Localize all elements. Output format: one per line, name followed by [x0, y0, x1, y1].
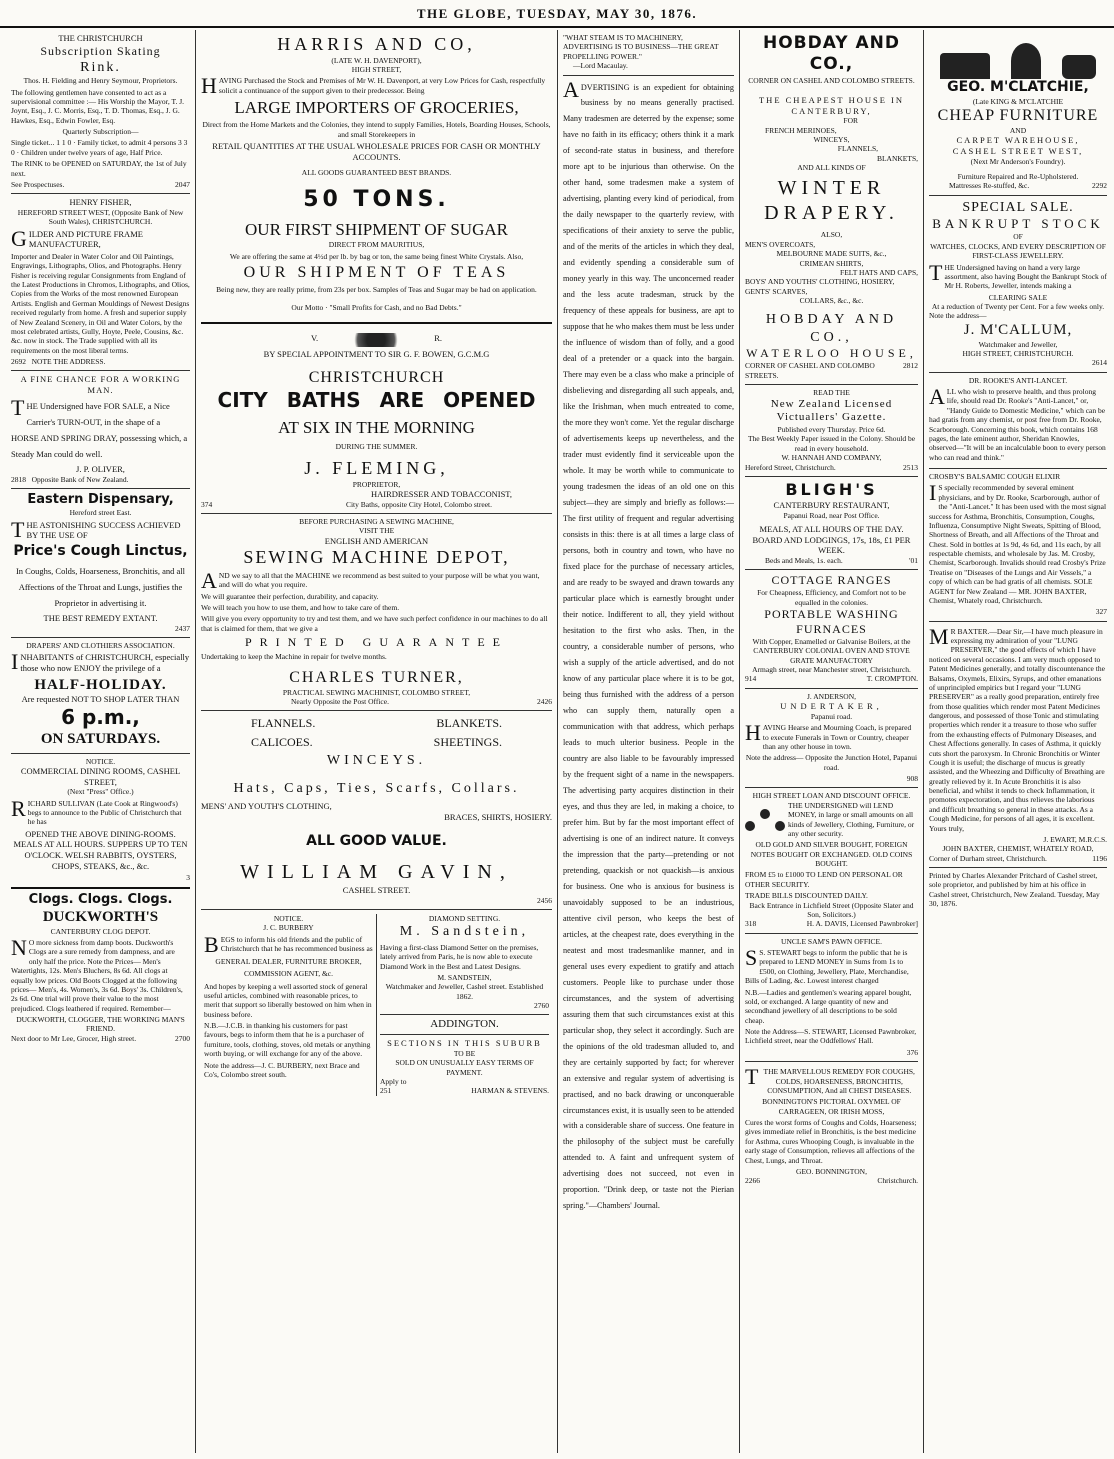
- sewing-addr: Nearly Opposite the Post Office.: [291, 696, 389, 706]
- callum-reduction: At a reduction of Twenty per Cent. For a few weeks only.: [931, 302, 1105, 311]
- rink-committee: The following gentlemen have consented to act as a supervisional committee :— His Worship the Mayor, T. J. Joynt, Esq., J. C. Morris, Esq., T. D. Thomas, Esq., J. G. Hawkes, Esq., Edwin Fowler, Esq.: [11, 87, 185, 125]
- fisher-head: ILDER AND PICTURE FRAME MANUFACTURER,: [28, 228, 143, 250]
- mclatchie-repaired: Furniture Repaired and Re-Upholstered.: [957, 171, 1079, 181]
- burbery-head: NOTICE.: [273, 914, 304, 923]
- loan-name: H. A. DAVIS, Licensed Pawnbroker]: [806, 919, 918, 929]
- crompton-sub: For Cheapness, Efficiency, and Comfort not to be equalled in the colonies.: [757, 588, 906, 607]
- hobday-overcoats: MEN'S OVERCOATS,: [745, 239, 816, 249]
- baths-addr: City Baths, opposite City Hotel, Colombo street.: [345, 499, 492, 509]
- chance-head: A FINE CHANCE FOR A WORKING MAN.: [20, 374, 181, 395]
- dispensary-best: THE BEST REMEDY EXTANT.: [43, 612, 158, 623]
- chance-sign: J. P. OLIVER,: [76, 464, 125, 475]
- harris-late: (LATE W. H. DAVENPORT),: [331, 55, 422, 65]
- callum-watches: WATCHES, CLOCKS, AND EVERY DESCRIPTION OF FIRST-CLASS JEWELLERY.: [930, 241, 1106, 261]
- baths-cc: CHRISTCHURCH: [308, 368, 445, 386]
- gavin-name: WILLIAM GAVIN,: [240, 861, 513, 883]
- blighs-sub: CANTERBURY RESTAURANT,: [773, 499, 890, 510]
- loan-ad: [745, 788, 918, 933]
- rink-title: Subscription Skating: [40, 43, 161, 58]
- hobday-andall: AND ALL KINDS OF: [797, 163, 866, 172]
- quote-text: "WHAT STEAM IS TO MACHINERY, ADVERTISING IS TO BUSINESS—THE GREAT PROPELLING POWER.": [563, 33, 719, 61]
- sewing-ad: BEFORE PURCHASING A SEWING MACHINE, VISIT THE ENGLISH AND AMERICAN SEWING MACHINE DEPOT, AND we say to all that the MACHINE we recommend as best suited to your purpose will be what you want, and will do what you require. We will guarantee their perfection, durability, and capacity. We will teach you how to use them, and how to take care of them. Will give you every opportunity to try and test them, and we have such perfect confidence in our machines to do all that is claimed for them, that we give a PRINTED GUARANTEE Undertaking to keep the Machine in repair for twelve months. CHARLES TURNER, PRACTICAL SEWING MACHINIST, COLOMBO STREET, Nearly Opposite the Post Office. 2426: [201, 514, 552, 711]
- dining-sub: COMMERCIAL DINING ROOMS, CASHEL STREET,: [20, 766, 181, 787]
- baths-v: V.: [311, 332, 319, 343]
- sewing-l2: We will guarantee their perfection, durability, and capacity.: [201, 591, 379, 601]
- mclatchie-street: CASHEL STREET WEST,: [952, 145, 1084, 156]
- gavin-mens: MENS' AND YOUTH'S CLOTHING,: [201, 801, 332, 812]
- hobday-name2: HOBDAY AND CO.,: [765, 312, 898, 345]
- fisher-body: Importer and Dealer in Water Color and Oil Paintings, Engravings, Lithographs, Olios, and Photographs. Henry Fisher is receiving regular Consignments from England of the Latest Productions in Chromos, Lithographs, and Olios, Copies from the Works of the most renowned European Artists. English and German Mouldings of Newest Designs received regularly from home. A fresh and superior supply of New Zealand Scenery, in Oil and Water Colors, by the most celebrated artists, Gully, Hoyte, Peele, Cousins, &c. &c. now in stock. The Trade supplied with all its requirements on the most liberal terms.: [11, 251, 190, 355]
- bonnington-body: Cures the worst forms of Coughs and Colds, Hoarseness; gives immediate relief in Bronchitis, is the best medicine for Asthma, cures Whooping Cough, is invaluable in the early stage of Consumption, relieves all affections of the Chest, Lungs, and Throat.: [745, 1118, 917, 1165]
- loan-head: HIGH STREET LOAN AND DISCOUNT OFFICE.: [752, 791, 911, 801]
- mclatchie-cheap: CHEAP FURNITURE: [937, 106, 1099, 124]
- blighs-addr: Papanui Road, near Post Office.: [783, 510, 880, 520]
- harris-teas: OUR SHIPMENT OF TEAS: [243, 264, 510, 282]
- addington-head: ADDINGTON.: [430, 1017, 499, 1030]
- harris-direct: Direct from the Home Markets and the Colonies, they intend to supply Families, Hotels, Boarding Houses, Schools, and small Storekeepers in: [202, 120, 551, 139]
- fisher-note: NOTE THE ADDRESS.: [31, 357, 106, 366]
- burbery-sandstein-row: [201, 910, 552, 1096]
- burbery-ad: NOTICE. J. C. BURBERY BEGS to inform his old friends and the public of Christchurch that he has recommenced business as GENERAL DEALER, FURNITURE BROKER, COMMISSION AGENT, &c. And hopes by keeping a well assorted stock of general useful articles, combined with reasonable prices, to merit that support so liberally bestowed on him when in business before. N.B.—J.C.B. in thanking his customers for past favours, begs to inform them that he is a purchaser of furniture, tools, clothing, stoves, old metals or anything worth buying, or will exchange for any of the above. Note the address—J. C. BURBERY, next Brace and Co's, Colombo street south.: [201, 914, 377, 1096]
- column-4: [740, 30, 924, 1453]
- rooke-head: DR. ROOKE'S ANTI-LANCET.: [968, 375, 1068, 385]
- callum-num: 2614: [1092, 358, 1107, 368]
- crompton-head: COTTAGE RANGES: [771, 573, 892, 588]
- dispensary-addr: Hereford street East.: [69, 508, 132, 518]
- gavin-flannels: FLANNELS.: [251, 716, 316, 731]
- hobday-winceys: WINCEYS,: [813, 134, 850, 144]
- anderson-name: J. ANDERSON,: [807, 691, 856, 701]
- hobday-blankets: BLANKETS,: [876, 153, 918, 163]
- loan-num: 318: [745, 919, 757, 929]
- dispensary-ad: Eastern Dispensary, Hereford street East. THE ASTONISHING SUCCESS ACHIEVED BY THE USE OF Price's Cough Linctus, In Coughs, Colds, Hoarseness, Bronchitis, and all Affections of the Throat and Lungs, justifies the Proprietor in advertising it. THE BEST REMEDY EXTANT. 2437: [11, 489, 190, 638]
- gazette-by: W. HANNAH AND COMPANY,: [781, 453, 882, 463]
- imprint: Printed by Charles Alexander Pritchard of Cashel street, sole proprietor, and published by him at his office in Cashel street, Christchurch, New Zealand. Tuesday, May 30, 1876.: [929, 871, 1100, 909]
- baths-prop: PROPRIETOR,: [352, 479, 401, 489]
- loan-back: Back Entrance in Lichfield Street (Opposite Slater and Son, Solicitors.): [749, 900, 914, 919]
- crompton-num: 914: [745, 674, 757, 684]
- sandstein-trade: Watchmaker and Jeweller, Cashel street. Established 1862.: [385, 982, 544, 1001]
- hobday-suits: MELBOURNE MADE SUITS, &c.,: [776, 249, 887, 259]
- bonnington-title: BONNINGTON'S PICTORAL OXYMEL OF CARRAGEEN, OR IRISH MOSS,: [762, 1097, 901, 1116]
- mclatchie-num: 2292: [1092, 181, 1107, 191]
- gazette-addr: Hereford Street, Christchurch.: [745, 462, 836, 472]
- gavin-braces: BRACES, SHIRTS, HOSIERY.: [444, 811, 552, 822]
- burbery-body: EGS to inform his old friends and the public of Christchurch that he has recommenced business as: [220, 934, 373, 954]
- anderson-trade: UNDERTAKER,: [780, 701, 883, 712]
- harris-street: HIGH STREET,: [351, 64, 402, 74]
- dispensary-head: Eastern Dispensary,: [27, 492, 174, 508]
- hobday-flannels: FLANNELS,: [837, 144, 878, 154]
- gavin-hats: Hats, Caps, Ties, Scarfs, Collars.: [233, 780, 520, 796]
- drapers-ad: DRAPERS' AND CLOTHIERS ASSOCIATION. INHABITANTS of CHRISTCHURCH, especially those who now ENJOY the privilege of a HALF-HOLIDAY. Are requested NOT TO SHOP LATER THAN 6 p.m., ON SATURDAYS.: [11, 638, 190, 754]
- gavin-num: 2456: [537, 895, 552, 905]
- gavin-winceys: WINCEYS.: [326, 753, 427, 769]
- harris-guar: ALL GOODS GUARANTEED BEST BRANDS.: [301, 168, 452, 178]
- pawn-num: 376: [906, 1047, 918, 1057]
- rink-ad: [11, 30, 190, 194]
- baxter-num: 1196: [1092, 853, 1107, 863]
- crompton-addr: Armagh street, near Manchester street, Christchurch.: [752, 665, 911, 674]
- column-2: [196, 30, 558, 1453]
- loan-body: THE UNDERSIGNED will LEND MONEY, in large or small amounts on all kinds of Jewellery, Clothing, Furniture, or any other security.: [788, 800, 915, 838]
- callum-clearing: CLEARING SALE: [988, 292, 1048, 302]
- advertising-essay: ADVERTISING is an expedient for obtaining business by no means generally practised. Many tradesmen are deterred by the expense; some have no faith in its efficacy; others think it a mark of second-rate status in business, and therefore more apt to be injurious than otherwise. On the other hand, some tradesmen make a system of advertising, planting every kind of periodical, from the daily newspaper to the quarterly review, with specifications of their anxiety to serve the public, and of the merits of the articles in which they deal, and evidently spending a considerable sum of money yearly in this way. The unconcerned reader and the less acute tradesman, struck by the frequency of these appeals for business, are apt to suppose that he who makes them must be less under the influence of wisdom than of folly, and a good deal of a pretender or a quack into the bargain. There may even be a class who make a principle of disbelieving and disregarding all such appeals, and, like the Irishman, when much entreated to come, the more they won't come. Yet the regular discharge of advertisements keeps up nevertheless, and the trader must evidently find it serviceable upon the whole. It may be worth while to communicate to young tradesmen the ideas of an old one on this subject—they are simply and briefly as follows:—The first utility of frequent and regular advertising consists in this: there is at all times a large class of persons, both in country and town, who have no fixed place for the purchase of necessary articles, and are ready to be swayed and drawn towards any particular place which is earnestly brought under their notice. Indifferent to all, they yield without hesitation to the first who asks. Then, in the country, a considerable number of persons, who wish a supply of the article advertised, and do not know of any particular place where it is to be got, being thus furnished with the address of a person who can supply them, naturally open a communication with that address, which perhaps leads to much ulterior business. People in the country are also liable to be favourably impressed by the frequent sight of a name in the newspapers. The advertising party acquires distinction in their eyes, and thus they are led, in making a choice, to prefer him. But by far the most important effect of advertising is one of an indirect nature. It conveys the impression that the party—pretending or not pretending, quackish or not quackish—is anxious for business. One who is anxious for business is unavoidably supposed to be an industrious, attentive civil person, who keeps the best of articles, at the cheapest rate, does everything in the neatest and most tradesmanlike manner, and in general uses every expedient to gratify and attach customers. People like to purchase under those circumstances, and the system of advertising assuring them that such circumstances exist at this particular shop, they select it accordingly. Such are the opinions of the old tradesman alluded to, and they are certainly supported by fact; for wherever an extensive and regular system of advertising is practised, and no back drawing or unconquerable circumstances exist, it is usually seen to be attended with a considerable share of success. One feature in the philosophy of the subject must be carefully attended to. A faint and unfrequent system of advertising does not succeed, not even in proportion. "Drink deep, or taste not the Pierian spring."—Chambers' Journal.: [563, 76, 734, 1211]
- pawn-nb: N.B.—Ladies and gentlemen's wearing apparel bought, sold, or exchanged. A large quantity of new and secondhand jewellery of all descriptions to be sold cheap.: [745, 987, 912, 1025]
- callum-trade: Watchmaker and Jeweller,: [978, 339, 1058, 349]
- hobday-num: 2812: [903, 361, 918, 371]
- mclatchie-ad: [929, 30, 1107, 196]
- baxter-addr: Corner of Durham street, Christchurch.: [929, 853, 1047, 863]
- clogs-sub: CANTERBURY CLOG DEPOT.: [50, 926, 151, 936]
- chance-body: HE Undersigned have FOR SALE, a Nice Carrier's TURN-OUT, in the shape of a HORSE AND SPRING DRAY, possessing which, a Steady Man could do well.: [11, 400, 188, 460]
- gavin-sheetings: SHEETINGS.: [433, 735, 502, 750]
- chance-addr: Opposite Bank of New Zealand.: [31, 474, 129, 484]
- clogs-addr: Next door to Mr Lee, Grocer, High street.: [11, 1033, 137, 1043]
- burbery-body2: And hopes by keeping a well assorted stock of general useful articles, combined with reasonable prices, to merit that support so liberally bestowed on him when in business before.: [204, 981, 372, 1019]
- baths-appt: BY SPECIAL APPOINTMENT TO SIR G. F. BOWEN, G.C.M.G: [263, 348, 490, 359]
- hobday-for: FOR: [843, 116, 858, 126]
- rink-num: 2047: [175, 179, 190, 189]
- bonnington-name: GEO. BONNINGTON,: [796, 1166, 867, 1176]
- sewing-l4: Will give you every opportunity to try and test them, and we have such perfect confidence in our machines to do all that is claimed for them, that we give a: [201, 614, 548, 633]
- hobday-shirts: CRIMEAN SHIRTS,: [799, 258, 864, 268]
- sewing-guar: PRINTED GUARANTEE: [245, 635, 508, 650]
- chance-ad: A FINE CHANCE FOR A WORKING MAN. THE Undersigned have FOR SALE, a Nice Carrier's TURN-OUT, in the shape of a HORSE AND SPRING DRAY, possessing which, a Steady Man could do well. J. P. OLIVER, 2818 Opposite Bank of New Zealand.: [11, 371, 190, 489]
- rink-open: The RINK to be OPENED on SATURDAY, the 1st of July next.: [11, 159, 187, 178]
- crompton-portable: PORTABLE WASHING FURNACES: [764, 606, 899, 636]
- column-5: [924, 30, 1112, 1453]
- drapers-time: 6 p.m.,: [61, 704, 140, 729]
- sewing-name: CHARLES TURNER,: [289, 668, 464, 686]
- loan-gold: OLD GOLD AND SILVER BOUGHT, FOREIGN NOTES BOUGHT OR EXCHANGED. OLD COINS BOUGHT.: [750, 840, 913, 868]
- rooke-body: LL who wish to preserve health, and thus prolong life, should read Dr. Rooke's "Anti-Lancet," or, "Handy Guide to Domestic Medicine," which can be had gratis from any chemist, or post free from Dr. Rooke, Scarborough. Concerning this book, which contains 168 pages, the late eminent author, Sheridan Knowles, observed—"It will be an incalculable boon to every person who can read and think.": [929, 387, 1106, 462]
- gazette-num: 2513: [903, 462, 918, 472]
- pawn-ad: UNCLE SAM'S PAWN OFFICE. S S. STEWART begs to inform the public that he is prepared to LEND MONEY in Sums from 1s to £500, on Clothing, Jewellery, Plate, Merchandise, Bills of Lading, &c. Lowest interest charged N.B.—Ladies and gentlemen's wearing apparel bought, sold, or exchanged. A large quantity of new and secondhand jewellery of all descriptions to be sold cheap. Note the Address—S. STEWART, Licensed Pawnbroker, Lichfield street, near the Oddfellows' Hall. 376: [745, 934, 918, 1063]
- callum-name: J. M'CALLUM,: [963, 321, 1073, 338]
- addington-tobe: TO BE: [453, 1048, 476, 1058]
- burbery-nb: N.B.—J.C.B. in thanking his customers for past favours, begs to inform them that he is a purchaser of furniture, tools, clothing, stoves, old metals or anything worth buying, or will exchange for any of the above.: [204, 1021, 371, 1059]
- baxter-name: JOHN BAXTER, CHEMIST, WHATELY ROAD,: [942, 844, 1094, 854]
- fisher-addr: HEREFORD STREET WEST, (Opposite Bank of New South Wales), CHRISTCHURCH.: [17, 207, 184, 227]
- essay-text: DVERTISING is an expedient for obtaining business by no means generally practised. Many tradesmen are deterred by the expense; some have no faith in its efficacy; others think it a mark of second-rate status in business, and therefore more apt to be injurious than otherwise. On the other hand, some tradesmen make a system of advertising, planting every kind of periodical, from the daily newspaper to the quarterly review, with specifications of their anxiety to serve the public, and of the merits of the articles in which they deal, and evidently spending a considerable sum of money yearly in this way. The unconcerned reader and the less acute tradesman, struck by the frequency of these appeals for business, are apt to suppose that he who makes them must be less under the influence of wisdom than of folly, and a good deal of a pretender or a quack into the bargain. There may even be a class who make a principle of disbelieving and disregarding all such appeals, and, like the Irishman, when much entreated to come, the more they won't come. Yet the regular discharge of advertisements keeps up nevertheless, and the trader must evidently find it serviceable upon the whole. It may be worth while to communicate to young tradesmen the ideas of an old one on this subject—they are simply and briefly as follows:—The first utility of frequent and regular advertising consists in this: there is at all times a large class of persons, both in country and town, who have no fixed place for the purchase of necessary articles, and are ready to be swayed and drawn towards any particular place which is earnestly brought under their notice. Indifferent to all, they yield without hesitation to the first who asks. Then, in the country, a considerable number of persons, who wish a supply of the article advertised, and do not know of any particular place where it is to be got, being thus furnished with the address of a person who can supply them, naturally open a communication with that address, which perhaps leads to much ulterior business. People in the country are also liable to be favourably impressed by the frequent sight of a name in the newspapers. The advertising party acquires distinction in their eyes, and thus they are led, in making a choice, to prefer him. But by far the most important effect of advertising is one of an indirect nature. It conveys the impression that the party—pretending or not pretending, quackish or not quackish—is anxious for business. One who is anxious for business is unavoidably supposed to be an industrious, attentive civil person, who keeps the best of articles, at the cheapest rate, does everything in the neatest and most tradesmanlike manner, and in general uses every expedient to gratify and attach customers. People like to purchase under those circumstances, and the system of advertising assuring them that such circumstances exist at this particular shop, they select it accordingly. Such are the opinions of the old tradesman alluded to, and they are certainly supported by fact; for wherever an extensive and regular system of advertising is practised, and no back drawing or unconquerable circumstances exist, it is usually seen to be attended with a considerable share of success. One feature in the philosophy of the subject must be carefully attended to. A faint and unfrequent system of advertising does not succeed, not even in proportion. "Drink deep, or taste not the Pierian spring."—Chambers' Journal.: [563, 82, 734, 1211]
- blighs-ad: [745, 477, 918, 570]
- quote-author: —Lord Macaulay.: [573, 61, 628, 71]
- harris-retail: RETAIL QUANTITIES AT THE USUAL WHOLESALE PRICES FOR CASH OR MONTHLY ACCOUNTS.: [212, 141, 541, 162]
- anderson-ad: J. ANDERSON, UNDERTAKER, Papanui road. HAVING Hearse and Mourning Coach, is prepared to execute Funerals in Town or Country, cheaper than any other house in town. Note the address— Opposite the Junction Hotel, Papanui road. 908: [745, 689, 918, 789]
- fisher-name: HENRY FISHER,: [69, 197, 132, 208]
- callum-addr: HIGH STREET, CHRISTCHURCH.: [962, 348, 1074, 358]
- anderson-num: 908: [906, 774, 918, 783]
- masthead: THE GLOBE, TUESDAY, MAY 30, 1876.: [0, 0, 1114, 28]
- baths-title: CITY BATHS ARE OPENED: [217, 387, 536, 412]
- blighs-board: BOARD AND LODGINGS, 17s, 18s, £1 PER WEEK.: [752, 534, 911, 556]
- sandstein-sign: M. SANDSTEIN,: [437, 973, 492, 982]
- crosby-num: 327: [1095, 607, 1107, 617]
- gazette-read: READ THE: [813, 388, 850, 398]
- dining-num: 3: [186, 873, 190, 883]
- sewing-l3: We will teach you how to use them, and how to take care of them.: [201, 603, 400, 612]
- clogs-num: 2700: [175, 1033, 190, 1043]
- clogs-head: Clogs. Clogs. Clogs.: [28, 891, 173, 907]
- sewing-title: SEWING MACHINE DEPOT,: [243, 547, 510, 568]
- sewing-visit: VISIT THE: [358, 526, 395, 536]
- gazette-title: New Zealand Licensed Victuallers' Gazette.: [770, 397, 893, 424]
- crosby-body: S specially recommended by several eminent physicians, and by Dr. Rooke, Scarborough, author of the "Anti-Lancet." It has been used with the most signal success for Asthma, Bronchitis, Consumption, Coughs, Influenza, Consumptive Night Sweats, Spitting of Blood, Shortness of Breath, and all Affections of the Throat and Chest. Sold in bottles at 1s 9d, 4s 6d, and 11s each, by all respectable chemists, and wholesale by Jas. M. Crosby, Chemist, Scarborough. Invalids should read Crosby's Prize Treatise on "Diseases of the Lungs and Air Vessels," a copy of which can be had gratis of all chemists. SOLE AGENT for New Zealand — MR. JOHN BAXTER, Chemist, Whately road, Christchurch.: [929, 483, 1107, 605]
- addington-agents: HARMAN & STEVENS.: [471, 1086, 549, 1096]
- callum-special: SPECIAL SALE.: [962, 199, 1074, 215]
- harris-sugar: OUR FIRST SHIPMENT OF SUGAR: [245, 220, 508, 240]
- sewing-trade: PRACTICAL SEWING MACHINIST, COLOMBO STREET,: [282, 687, 471, 697]
- mclatchie-next: (Next Mr Anderson's Foundry).: [970, 156, 1066, 166]
- harris-tons: 50 TONS.: [303, 186, 450, 212]
- chance-num: 2818: [11, 474, 26, 484]
- clogs-sign: DUCKWORTH, CLOGGER, THE WORKING MAN'S FRIEND.: [16, 1015, 185, 1034]
- dining-body: ICHARD SULLIVAN (Late Cook at Ringwood's) begs to announce to the Public of Christchurch that he has: [27, 798, 182, 827]
- drapers-sat: ON SATURDAYS.: [40, 730, 161, 747]
- fisher-num: 2692: [11, 357, 26, 366]
- crompton-name: T. CROMPTON.: [866, 674, 918, 684]
- harris-motto: Our Motto · "Small Profits for Cash, and no Bad Debts.": [291, 302, 462, 312]
- rink-top: THE CHRISTCHURCH: [58, 33, 143, 43]
- bonnington-num: 2266: [745, 1176, 760, 1186]
- quote-block: [563, 30, 734, 76]
- loan-from: FROM £5 to £1000 TO LEND ON PERSONAL OR OTHER SECURITY.: [745, 870, 903, 889]
- addington-apply: Apply to: [380, 1077, 407, 1086]
- dining-ad: NOTICE. COMMERCIAL DINING ROOMS, CASHEL STREET, (Next "Press" Office.) RICHARD SULLIVAN (Late Cook at Ringwood's) begs to announce to the Public of Christchurch that he has OPENED THE ABOVE DINING-ROOMS. MEALS AT ALL HOURS. SUPPERS UP TO TEN O'CLOCK. WELSH RABBITS, OYSTERS, CHOPS, STEAKS, &c., &c. 3: [11, 754, 190, 889]
- hobday-cheapest: THE CHEAPEST HOUSE IN CANTERBURY,: [758, 94, 905, 116]
- bonnington-ad: TTHE MARVELLOUS REMEDY FOR COUGHS, COLDS, HOARSENESS, BRONCHITIS, CONSUMPTION, And all CHEST DISEASES. BONNINGTON'S PICTORAL OXYMEL OF CARRAGEEN, OR IRISH MOSS, Cures the worst forms of Coughs and Colds, Hoarseness; gives immediate relief in Bronchitis, is the best medicine for Asthma, cures Whooping Cough, is invaluable in the early stage of Consumption, relieves all affections of the Chest, Lungs, and Throat. GEO. BONNINGTON, 2266 Christchurch.: [745, 1064, 918, 1186]
- baths-trade: HAIRDRESSER AND TOBACCONIST,: [371, 489, 512, 499]
- callum-of: OF: [1013, 232, 1023, 242]
- hobday-merinoes: FRENCH MERINOES,: [765, 125, 837, 135]
- sandstein-num: 2760: [534, 1001, 549, 1011]
- callum-ad: SPECIAL SALE. BANKRUPT STOCK OF WATCHES, CLOCKS, AND EVERY DESCRIPTION OF FIRST-CLASS JEWELLERY. THE Undersigned having on hand a very large assortment, also having Bought the Bankrupt Stock of Mr H. Roberts, Jeweller, intends making a CLEARING SALE At a reduction of Twenty per Cent. For a few weeks only. Note the address— J. M'CALLUM, Watchmaker and Jeweller, HIGH STREET, CHRISTCHURCH. 2614: [929, 196, 1107, 373]
- hobday-drapery: WINTER DRAPERY.: [764, 177, 899, 225]
- callum-body: HE Undersigned having on hand a very large assortment, also having Bought the Bankrupt Stock of Mr H. Roberts, Jeweller, intends making a: [944, 262, 1107, 291]
- drapers-head: DRAPERS' AND CLOTHIERS ASSOCIATION.: [26, 640, 175, 650]
- anderson-note: Note the address— Opposite the Junction Hotel, Papanui road.: [745, 753, 918, 772]
- hobday-hats: FELT HATS AND CAPS,: [840, 267, 918, 277]
- burbery-name: J. C. BURBERY: [263, 923, 314, 933]
- hobday-house: WATERLOO HOUSE,: [746, 346, 917, 361]
- baths-r: R.: [434, 332, 442, 343]
- anderson-body: AVING Hearse and Mourning Coach, is prepared to execute Funerals in Town or Country, cheaper than any other house in town.: [762, 723, 912, 751]
- mclatchie-late: (Late KING & M'CLATCHIE: [972, 96, 1064, 106]
- dispensary-num: 2437: [175, 623, 190, 633]
- bonnington-addr: Christchurch.: [877, 1176, 918, 1186]
- gavin-ad: [201, 711, 552, 910]
- dining-next: (Next "Press" Office.): [67, 787, 134, 797]
- clogs-name: DUCKWORTH'S: [42, 908, 159, 925]
- blighs-title: BLIGH'S: [785, 479, 878, 499]
- gavin-blankets: BLANKETS.: [436, 716, 502, 731]
- sewing-under: Undertaking to keep the Machine in repair for twelve months.: [201, 652, 387, 662]
- crosby-ad: CROSBY'S BALSAMIC COUGH ELIXIR I S specially recommended by several eminent physicians, and by Dr. Rooke, Scarborough, author of the "Anti-Lancet." It has been used with the most signal success for Asthma, Bronchitis, Consumption, Coughs, Influenza, Consumptive Night Sweats, Spitting of Blood, Shortness of Breath, and all Affections of the Throat and Chest. Sold in bottles at 1s 9d, 4s 6d, and 11s each, by all respectable chemists, and wholesale by Jas. M. Crosby, Chemist, Scarborough. Invalids should read Crosby's Prize Treatise on "Diseases of the Lungs and Air Vessels," a copy of which can be had gratis of all chemists. SOLE AGENT for New Zealand — MR. JOHN BAXTER, Chemist, Whately road, Christchurch. 327: [929, 469, 1107, 622]
- gavin-value: ALL GOOD VALUE.: [306, 832, 447, 849]
- harris-title: HARRIS AND CO,: [277, 34, 476, 54]
- gazette-best: The Best Weekly Paper issued in the Colony. Should be read in every household.: [747, 434, 916, 453]
- rink-prices: Single ticket... 1 1 0 · Family ticket, to admit 4 persons 3 3 0 · Children under twelve years of age, Half Price.: [11, 138, 188, 157]
- pawn-note: Note the Address—S. STEWART, Licensed Pawnbroker, Lichfield street, near the Oddfellows' Hall.: [745, 1027, 917, 1046]
- dispensary-body: In Coughs, Colds, Hoarseness, Bronchitis, and all Affections of the Throat and Lungs, justifies the Proprietor in advertising it.: [15, 565, 186, 608]
- baths-num: 374: [201, 499, 213, 509]
- baxter-body: R BAXTER.—Dear Sir,—I have much pleasure in expressing my admiration of your "LUNG PRESERVER," the good effects of which I have noticed on several occasions. I am very much opposed to Patent Medicines generally, and totally discountenance the Balsams, Oxymels, Elixirs, Syrups, and other emanations of unprincipled empirics but I regard your "LUNG PRESERVER" as a really good preparation, entirely free from those qualities which render most Patent Medicines dangerous, and possessed of those Tonic and stimulating properties which render it a treasure to those who suffer from the exhausting effects of Pulmonary Diseases, and Chest Affections generally. In cases of Asthma, it quickly cuts short the paroxysm. In Chronic Bronchitis or Winter Cough it is useful; the discharge of mucus is greatly assisted, and the Wheezing and Difficulty of Breathing are greatly relieved by it. In Acute Bronchitis it is also beneficial, and whilst it tends to check Inflammation, it promotes expectoration, and thus relieves the laborious and difficult breathing so general in these attacks. As a Cough Medicine, for persons of all ages, it is excellent. Yours truly,: [929, 626, 1105, 833]
- addington-sections: SECTIONS IN THIS SUBURB: [387, 1038, 542, 1049]
- crosby-head: CROSBY'S BALSAMIC COUGH ELIXIR: [929, 472, 1061, 481]
- baths-name: J. FLEMING,: [304, 458, 449, 479]
- hobday-ad: [745, 30, 918, 385]
- furniture-illustration-icon: [929, 33, 1107, 79]
- crompton-factory: CANTERBURY COLONIAL OVEN AND STOVE GRATE MANUFACTORY: [753, 646, 910, 665]
- baxter-sign: J. EWART, M.R.C.S.: [1043, 834, 1107, 844]
- sewing-eng: ENGLISH AND AMERICAN: [324, 535, 429, 546]
- sandstein-head: DIAMOND SETTING.: [428, 914, 501, 923]
- sandstein-ad: [377, 914, 552, 1096]
- anderson-addr: Papanui road.: [810, 711, 853, 721]
- harris-body: AVING Purchased the Stock and Premises of Mr W. H. Davenport, at very Low Prices for Cash, respectfully solicit a continuance of the support given to their predecessor. Being: [218, 76, 546, 95]
- crompton-with: With Copper, Enamelled or Galvanise Boilers, at the: [752, 636, 911, 646]
- harris-ad: HARRIS AND CO, (LATE W. H. DAVENPORT), HIGH STREET, HAVING Purchased the Stock and Premises of Mr W. H. Davenport, at very Low Prices for Cash, respectfully solicit a continuance of the support given to their predecessor. Being LARGE IMPORTERS OF GROCERIES, Direct from the Home Markets and the Colonies, they intend to supply Families, Hotels, Boarding Houses, Schools, and small Storekeepers in RETAIL QUANTITIES AT THE USUAL WHOLESALE PRICES FOR CASH OR MONTHLY ACCOUNTS. ALL GOODS GUARANTEED BEST BRANDS. 50 TONS. OUR FIRST SHIPMENT OF SUGAR DIRECT FROM MAURITIUS, We are offering the same at 4½d per lb. by bag or ton, the same being finest White Crystals. Also, OUR SHIPMENT OF TEAS Being new, they are really prime, from 23s per box. Samples of Teas and Sugar may be had on application. Our Motto · "Small Profits for Cash, and no Bad Debts.": [201, 30, 552, 324]
- callum-bankrupt: BANKRUPT STOCK: [932, 216, 1104, 232]
- harris-large: LARGE IMPORTERS OF GROCERIES,: [234, 98, 519, 117]
- rink-props: Thos. H. Fielding and Henry Seymour, Proprietors.: [23, 76, 178, 86]
- royal-crest-icon: [346, 333, 406, 347]
- baths-six: AT SIX IN THE MORNING: [278, 417, 475, 437]
- baths-ad: [201, 324, 552, 514]
- rooke-ad: DR. ROOKE'S ANTI-LANCET. ALL who wish to preserve health, and thus prolong life, should read Dr. Rooke's "Anti-Lancet," or, "Handy Guide to Domestic Medicine," which can be had gratis from any chemist, or post free from Dr. Rooke, Scarborough. Concerning this book, which contains 168 pages, the late eminent author, Sheridan Knowles, observed—"It will be an incalculable boon to every person who can read and think.": [929, 373, 1107, 469]
- blighs-num: '01: [909, 555, 918, 565]
- gavin-street: CASHEL STREET.: [342, 885, 411, 895]
- crompton-ad: [745, 570, 918, 689]
- baths-during: DURING THE SUMMER.: [335, 441, 418, 451]
- addington-num: 251: [380, 1086, 392, 1096]
- addington-sold: SOLD ON UNUSUALLY EASY TERMS OF PAYMENT.: [395, 1058, 534, 1077]
- hobday-collars: COLLARS, &c., &c.: [799, 296, 864, 305]
- sewing-l1: ND we say to all that the MACHINE we recommend as best suited to your purpose will be what you want, and will do what you require.: [218, 570, 540, 590]
- dining-opened: OPENED THE ABOVE DINING-ROOMS. MEALS AT ALL HOURS. SUPPERS UP TO TEN O'CLOCK. WELSH RABBITS, OYSTERS, CHOPS, STEAKS, &c., &c.: [13, 828, 188, 871]
- loan-trade: TRADE BILLS DISCOUNTED DAILY.: [745, 891, 868, 901]
- mclatchie-name: GEO. M'CLATCHIE,: [947, 79, 1089, 95]
- dispensary-line1: HE ASTONISHING SUCCESS ACHIEVED BY THE USE OF: [26, 519, 181, 541]
- hobday-boys: BOYS' AND YOUTHS' CLOTHING, HOSIERY, GENTS' SCARVES,: [745, 277, 895, 296]
- hobday-title: HOBDAY AND CO.,: [762, 33, 900, 75]
- mclatchie-and: AND: [1009, 125, 1027, 135]
- harris-teabody: Being new, they are really prime, from 23s per box. Samples of Teas and Sugar may be had on application.: [216, 285, 537, 295]
- drapers-req: Are requested NOT TO SHOP LATER THAN: [21, 694, 180, 705]
- mclatchie-mattress: Mattresses Re-stuffed, &c.: [949, 181, 1030, 191]
- clogs-body: O more sickness from damp boots. Duckworth's Clogs are a sure remedy from dampness, and are only half the price. Note the Prices— Men's Watertights, 12s. Men's Bluchers, 8s 6d. All clogs at equally low prices. Old Boots Clogged at the following prices— Men's, 4s. Women's, 3s 6d. Boys' 3s. Children's, 2s 6d. One trial will prove their value to the most prejudiced. Clogs leathered if required. Remember—: [11, 938, 183, 1013]
- pawn-body: S. STEWART begs to inform the public that he is prepared to LEND MONEY in Sums from 1s to £500, on Clothing, Jewellery, Plate, Merchandise, Bills of Lading, &c. Lowest interest charged: [745, 948, 909, 986]
- harris-offer: We are offering the same at 4½d per lb. by bag or ton, the same being finest White Crystals. Also,: [229, 251, 524, 261]
- rink-title2: Rink.: [80, 59, 121, 75]
- drapers-body: NHABITANTS of CHRISTCHURCH, especially those who now ENJOY the privilege of a: [20, 652, 190, 673]
- pawn-balls-icon: [745, 801, 785, 839]
- dispensary-title: Price's Cough Linctus,: [13, 543, 188, 560]
- sewing-before: BEFORE PURCHASING A SEWING MACHINE,: [299, 517, 454, 526]
- bonnington-head: THE MARVELLOUS REMEDY FOR COUGHS, COLDS, HOARSENESS, BRONCHITIS, CONSUMPTION, And all CHEST DISEASES.: [763, 1067, 915, 1095]
- fisher-ad: HENRY FISHER, HEREFORD STREET WEST, (Opposite Bank of New South Wales), CHRISTCHURCH. GILDER AND PICTURE FRAME MANUFACTURER, Importer and Dealer in Water Color and Oil Paintings, Engravings, Lithographs, Olios, and Photographs. Henry Fisher is receiving regular Consignments from England of the Latest Productions in Chromos, Lithographs, and Olios, Copies from the Works of the most renowned European Artists. English and German Mouldings of Newest Designs received regularly from home. A fresh and superior supply of New Zealand Scenery, in Oil and Water Colors, by the most celebrated artists, Gully, Hoyte, Peele, Cousins, &c. &c. now in stock. The Trade supplied with all its requirements on the most liberal terms. 2692 NOTE THE ADDRESS.: [11, 194, 190, 371]
- clogs-ad: Clogs. Clogs. Clogs. DUCKWORTH'S CANTERBURY CLOG DEPOT. N O more sickness from damp boots. Duckworth's Clogs are a sure remedy from dampness, and are only half the price. Note the Prices— Men's Watertights, 12s. Men's Bluchers, 8s 6d. All clogs at equally low prices. Old Boots Clogged at the following prices— Men's, 4s. Women's, 3s 6d. Boys' 3s. Children's, 2s 6d. One trial will prove their value to the most prejudiced. Clogs leathered if required. Remember— DUCKWORTH, CLOGGER, THE WORKING MAN'S FRIEND. Next door to Mr Lee, Grocer, High street. 2700: [11, 891, 190, 1043]
- harris-maur: DIRECT FROM MAURITIUS,: [328, 240, 425, 250]
- sewing-num: 2426: [537, 696, 552, 706]
- sandstein-name: M. Sandstein,: [399, 924, 530, 940]
- gavin-calicoes: CALICOES.: [251, 735, 313, 750]
- burbery-biz: GENERAL DEALER, FURNITURE BROKER, COMMISSION AGENT, &c.: [215, 956, 362, 978]
- rink-quarterly: Quarterly Subscription—: [62, 127, 139, 136]
- hobday-corner: CORNER ON CASHEL AND COLOMBO STREETS.: [748, 75, 915, 85]
- gazette-pub: Published every Thursday. Price 6d.: [777, 425, 886, 434]
- column-1: [6, 30, 196, 1453]
- mclatchie-carpet: CARPET WAREHOUSE,: [956, 135, 1080, 146]
- burbery-addr: Note the address—J. C. BURBERY, next Brace and Co's, Colombo street south.: [204, 1060, 360, 1079]
- sandstein-body: Having a first-class Diamond Setter on the premises, lately arrived from Paris, he is now able to execute Diamond Work in the Best and Latest Designs.: [380, 942, 539, 971]
- dining-head: NOTICE.: [85, 756, 116, 766]
- baxter-ad: M R BAXTER.—Dear Sir,—I have much pleasure in expressing my admiration of your "LUNG PRESERVER," the good effects of which I have noticed on several occasions. I am very much opposed to Patent Medicines generally, and totally discountenance the Balsams, Oxymels, Elixirs, Syrups, and other emanations of unprincipled empirics but I regard your "LUNG PRESERVER" as a really good preparation, entirely free from those qualities which render most Patent Medicines dangerous, and possessed of those Tonic and stimulating properties which render it a treasure to those who suffer from the exhausting effects of Pulmonary Diseases, and Chest Affections generally. In cases of Asthma, it quickly cuts short the paroxysm. In Chronic Bronchitis or Winter Cough it is useful; the discharge of mucus is greatly assisted, and the Wheezing and Difficulty of Breathing are greatly relieved by it. In Acute Bronchitis it is also beneficial, and whilst it tends to check Inflammation, it promotes expectoration, and thus relieves the laborious and difficult breathing so general in these attacks. As a Cough Medicine, for persons of all ages, it is excellent. Yours truly, J. EWART, M.R.C.S. JOHN BAXTER, CHEMIST, WHATELY ROAD, Corner of Durham street, Christchurch. 1196: [929, 622, 1107, 868]
- rink-see: See Prospectuses.: [11, 179, 65, 189]
- hobday-corner2: CORNER OF CASHEL AND COLOMBO STREETS.: [745, 361, 875, 380]
- column-3: [558, 30, 740, 1453]
- hobday-also: ALSO,: [820, 230, 843, 240]
- gazette-ad: [745, 385, 918, 477]
- blighs-meals: MEALS, AT ALL HOURS OF THE DAY.: [759, 523, 904, 534]
- pawn-head: UNCLE SAM'S PAWN OFFICE.: [781, 936, 882, 946]
- drapers-holiday: HALF-HOLIDAY.: [34, 676, 167, 693]
- callum-note: Note the address—: [929, 311, 987, 321]
- blighs-beds: Beds and Meals, 1s. each.: [765, 555, 843, 565]
